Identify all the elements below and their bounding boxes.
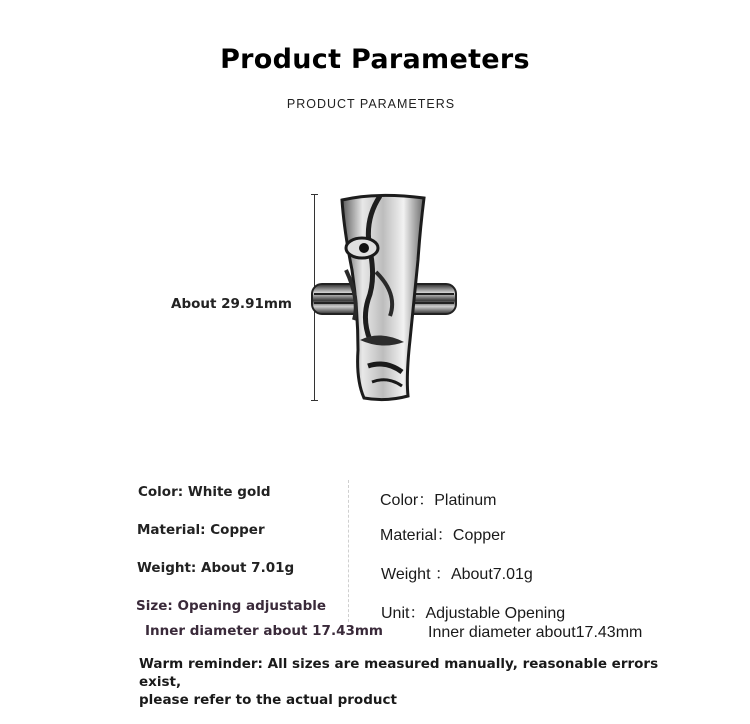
spec-material-right: Material：Copper xyxy=(380,527,506,544)
page-title: Product Parameters xyxy=(220,44,530,75)
spec-weight-right: Weight ：About7.01g xyxy=(381,566,533,583)
spec-weight-left: Weight: About 7.01g xyxy=(137,560,295,576)
spec-size-left: Size: Opening adjustable xyxy=(136,598,327,614)
spec-color-left: Color: White gold xyxy=(138,484,271,500)
spec-inner-left: Inner diameter about 17.43mm xyxy=(145,623,383,639)
product-image xyxy=(306,190,466,406)
warm-reminder xyxy=(139,655,659,709)
spec-material-left: Material: Copper xyxy=(137,522,265,538)
spec-inner-right: Inner diameter about17.43mm xyxy=(428,624,643,641)
spec-unit-right: Unit：Adjustable Opening xyxy=(381,605,566,622)
dimension-label: About 29.91mm xyxy=(171,296,292,312)
column-divider xyxy=(348,480,349,622)
reminder-line-1: Warm reminder: All sizes are measured manually, reasonable errors exist, xyxy=(139,656,659,690)
reminder-line-2: please refer to the actual product xyxy=(139,692,397,708)
page-subtitle: PRODUCT PARAMETERS xyxy=(286,97,456,111)
ring-face xyxy=(342,195,424,399)
spec-color-right: Color：Platinum xyxy=(380,492,497,509)
